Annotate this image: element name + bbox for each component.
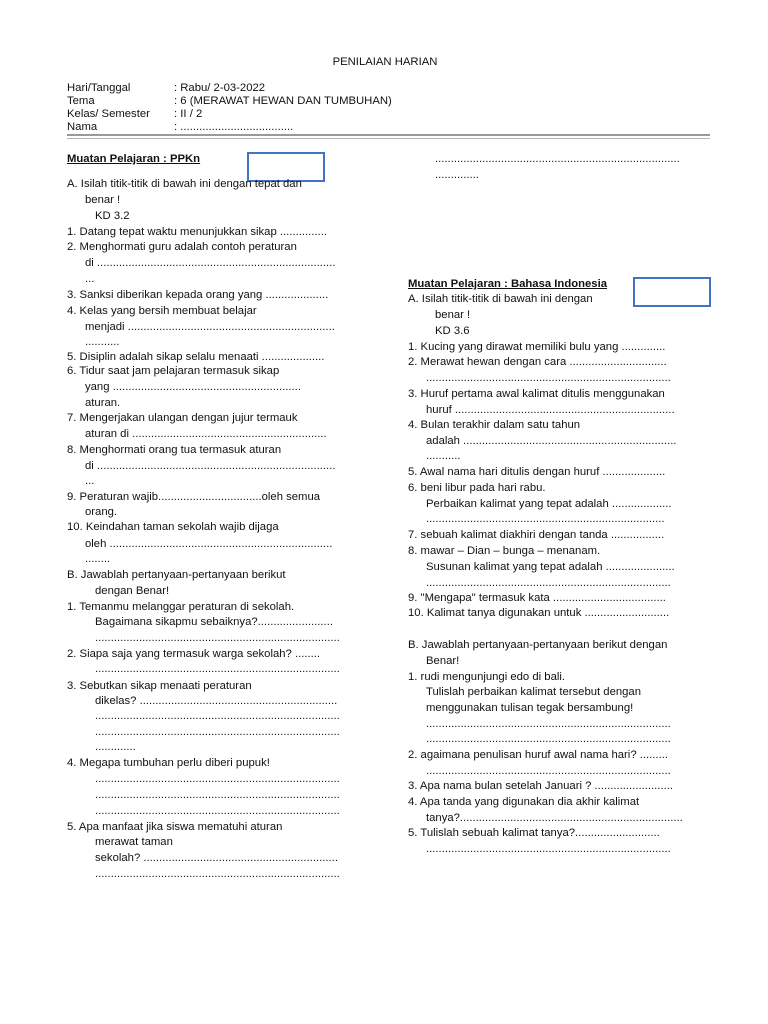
theme-label: Tema: [67, 95, 95, 107]
question-line: 4. Bulan terakhir dalam satu tahun: [408, 419, 581, 431]
answer-line: di ............................................................................: [85, 460, 336, 472]
answer-line: ..............................................................................: [95, 868, 340, 880]
day-value: : Rabu/ 2-03-2022: [174, 82, 266, 94]
kd-label: KD 3.6: [435, 325, 470, 337]
answer-line: ..............................................................................: [95, 773, 340, 785]
question-line: A. Isilah titik-titik di bawah ini dengan tepat dan: [67, 178, 302, 190]
answer-line: ...........: [85, 336, 120, 348]
answer-line: ...........: [426, 450, 461, 462]
answer-line: ..............................................................................: [426, 843, 671, 855]
answer-line: ........: [85, 553, 111, 565]
header-divider-thin: [67, 138, 710, 139]
question-line: 5. Awal nama hari ditulis dengan huruf ....................: [408, 466, 666, 478]
question-line: 7. sebuah kalimat diakhiri dengan tanda .................: [408, 529, 665, 541]
answer-line: menjadi ..................................................................: [85, 321, 335, 333]
question-line: Susunan kalimat yang tepat adalah ......................: [426, 561, 675, 573]
question-line: 5. Disiplin adalah sikap selalu menaati ....................: [67, 351, 325, 363]
question-line: dikelas? ...............................................................: [95, 695, 338, 707]
question-line: Perbaikan kalimat yang tepat adalah ...................: [426, 498, 672, 510]
question-line: benar !: [85, 194, 121, 206]
header-divider: [67, 134, 710, 136]
answer-line: ...: [85, 475, 95, 487]
page-title: PENILAIAN HARIAN: [332, 56, 438, 68]
class-label: Kelas/ Semester: [67, 108, 150, 120]
answer-line: oleh .......................................................................: [85, 538, 333, 550]
answer-line: di ............................................................................: [85, 257, 336, 269]
answer-line: ..............................................................................: [426, 577, 671, 589]
answer-line: ..............................................................................: [426, 718, 671, 730]
question-line: 10. Keindahan taman sekolah wajib dijaga: [67, 521, 279, 533]
question-line: 9. Peraturan wajib.................................oleh semua: [67, 491, 321, 503]
question-line: 7. Mengerjakan ulangan dengan jujur termauk: [67, 412, 298, 424]
question-line: 4. Kelas yang bersih membuat belajar: [67, 305, 257, 317]
question-line: A. Isilah titik-titik di bawah ini dengan: [408, 293, 593, 305]
question-line: 3. Sanksi diberikan kepada orang yang ....................: [67, 289, 329, 301]
answer-line: .............: [95, 741, 136, 753]
question-line: benar !: [435, 309, 471, 321]
question-line: 3. Huruf pertama awal kalimat ditulis menggunakan: [408, 388, 665, 400]
answer-line: ..............................................................................: [426, 733, 671, 745]
answer-line: ............................................................................: [426, 513, 665, 525]
question-line: 1. Kucing yang dirawat memiliki bulu yang ..............: [408, 341, 666, 353]
question-line: 5. Tulislah sebuah kalimat tanya?...........................: [408, 827, 660, 839]
question-line: 4. Megapa tumbuhan perlu diberi pupuk!: [67, 757, 270, 769]
answer-line: ..............................................................................: [426, 765, 671, 777]
class-value: : II / 2: [174, 108, 203, 120]
answer-line: ...: [85, 273, 95, 285]
section-b-heading: B. Jawablah pertanyaan-pertanyaan berikut: [67, 569, 286, 581]
section-b-heading: Benar!: [426, 655, 460, 667]
answer-line: yang ............................................................: [85, 381, 301, 393]
question-line: merawat taman: [95, 836, 173, 848]
answer-line: ..............................................................................: [95, 805, 340, 817]
score-box-bahasa: [633, 277, 711, 307]
question-line: 8. Menghormati orang tua termasuk aturan: [67, 444, 282, 456]
answer-line: ..............................................................................: [435, 153, 680, 165]
question-line: 3. Sebutkan sikap menaati peraturan: [67, 680, 252, 692]
ppkn-section-title: Muatan Pelajaran : PPKn: [67, 153, 201, 165]
question-line: 1. Temanmu melanggar peraturan di sekolah.: [67, 601, 295, 613]
name-field: : ....................................: [174, 121, 294, 133]
question-line: 6. beni libur pada hari rabu.: [408, 482, 546, 494]
question-line: menggunakan tulisan tegak bersambung!: [426, 702, 634, 714]
section-b-heading: B. Jawablah pertanyaan-pertanyaan berikut dengan: [408, 639, 668, 651]
answer-line: ..............: [435, 169, 479, 181]
bahasa-section-title: Muatan Pelajaran : Bahasa Indonesia: [408, 278, 608, 290]
answer-line: ..............................................................................: [95, 663, 340, 675]
question-line: 10. Kalimat tanya digunakan untuk ...........................: [408, 607, 670, 619]
section-b-heading: dengan Benar!: [95, 585, 170, 597]
question-line: 3. Apa nama bulan setelah Januari ? .........................: [408, 780, 673, 792]
answer-line: aturan.: [85, 397, 121, 409]
day-label: Hari/Tanggal: [67, 82, 131, 94]
question-line: 1. rudi mengunjungi edo di bali.: [408, 671, 566, 683]
question-line: 2. Siapa saja yang termasuk warga sekolah? ........: [67, 648, 321, 660]
answer-line: ..............................................................................: [95, 710, 340, 722]
answer-line: ..............................................................................: [95, 789, 340, 801]
answer-line: ..............................................................................: [426, 372, 671, 384]
question-line: 2. Merawat hewan dengan cara ...............................: [408, 356, 667, 368]
question-line: 4. Apa tanda yang digunakan dia akhir kalimat: [408, 796, 640, 808]
question-line: 2. Menghormati guru adalah contoh peraturan: [67, 241, 297, 253]
name-label: Nama: [67, 121, 98, 133]
answer-line: ..............................................................................: [95, 726, 340, 738]
question-line: 5. Apa manfaat jika siswa mematuhi aturan: [67, 821, 283, 833]
question-line: 2. agaimana penulisan huruf awal nama hari? .........: [408, 749, 668, 761]
answer-line: huruf ......................................................................: [426, 404, 675, 416]
question-line: tanya?.......................................................................: [426, 812, 683, 824]
question-line: sekolah? ..............................................................: [95, 852, 338, 864]
question-line: 8. mawar – Dian – bunga – menanam.: [408, 545, 601, 557]
answer-line: ..............................................................................: [95, 632, 340, 644]
answer-line: aturan di ..............................................................: [85, 428, 327, 440]
question-line: 6. Tidur saat jam pelajaran termasuk sikap: [67, 365, 280, 377]
theme-value: : 6 (MERAWAT HEWAN DAN TUMBUHAN): [174, 95, 392, 107]
answer-line: orang.: [85, 506, 118, 518]
question-line: 9. "Mengapa" termasuk kata ....................................: [408, 592, 666, 604]
question-line: 1. Datang tepat waktu menunjukkan sikap ...............: [67, 226, 327, 238]
answer-line: adalah ....................................................................: [426, 435, 677, 447]
kd-label: KD 3.2: [95, 210, 130, 222]
question-line: Tulislah perbaikan kalimat tersebut dengan: [426, 686, 641, 698]
question-line: Bagaimana sikapmu sebaiknya?........................: [95, 616, 333, 628]
